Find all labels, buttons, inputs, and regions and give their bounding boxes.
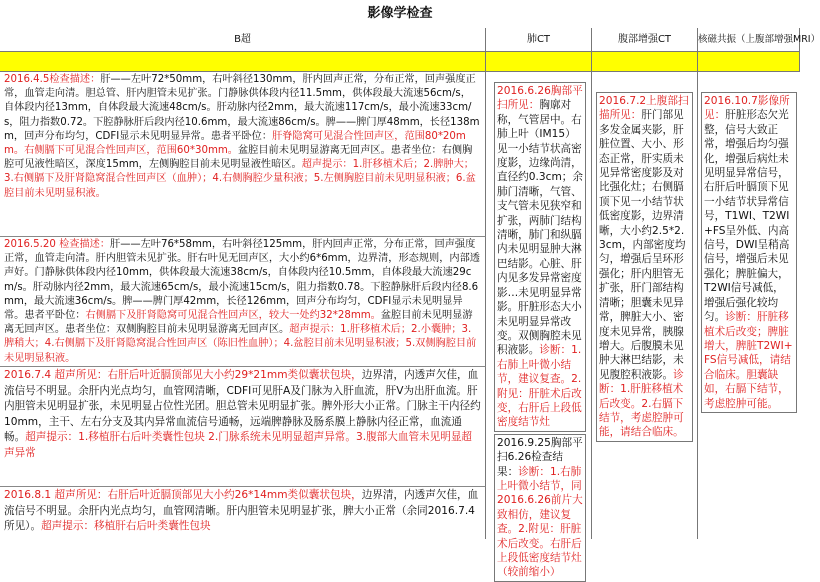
ct-date: 2016.6.26胸部平扫所见： [497,85,583,112]
entry-date: 2016.4.5检查描述： [4,74,101,85]
entry-findings-cont: 盆腔目前未见明显游离无回声区。患者坐位：双侧胸腔目前未见明显游离无回声区。 [4,310,473,336]
entry-key-finding: 肝脊隐窝可见混合性回声区，范围80*20mm。右侧膈下可见混合性回声区，范围60*30mm。 [4,130,466,157]
entry-findings: 肝——左叶72*50mm，右叶斜径130mm，肝内回声正常，分布正常，回声强度正常，血管走向清。胆总管、肝内胆管未见扩张。门静脉供体段内径11.5mm，供体段最大流速56cm/s，自体段内径13mm，自体段最大流速48cm/s。肝动脉内径2mm，最大流速117cm/s，最小流速33cm/s，阻力指数0.72。下腔静脉肝后段内径10.6mm，最大流速86cm/s。脾——脾门厚48mm，长径138mm，回声分布均匀，CDFI显示未见明显异常。患者平卧位： [4,74,480,142]
header-ultrasound[interactable]: B超 [0,28,486,52]
highlight-row-chest-ct [486,52,592,72]
abd-ct-report-2016-07-02 [596,92,693,442]
highlight-row-abd-ct [592,52,698,72]
abd-ct-date: 2016.7.2上腹部扫描所见： [599,95,689,122]
entry-impression: 超声提示：1.移植肝右后叶类囊性包块 2.门脉系统未见明显超声异常。3.腹部大血管未见明显超声异常 [4,431,473,459]
mri-findings: 肝脏形态欠光整，信号大致正常，增强后均匀强化，增强后病灶未见明显异常信号，右肝后叶膈顶下见一小结节状异常信号，T1WI、T2WI+FS呈外低、内高信号，DWI呈稍高信号，增强后未见强化；脾脏偏大，T2WI信号减低，增强后强化较均匀。 [704,109,790,324]
mri-impression: 诊断：肝脏移植术后改变；脾脏增大，脾脏T2WI+FS信号减低，请结合临床。胆囊缺如，右膈下结节，考虑腔肿可能。 [704,311,793,410]
chest-ct-cell[interactable] [486,72,592,579]
entry-date: 2016.5.20 检查描述： [4,239,111,250]
ultrasound-entry-2016-07-04[interactable] [0,367,486,487]
highlight-row-mri [698,52,800,72]
chest-ct-report-2016-09-25 [494,434,586,582]
ct-date: 2016.9.25胸部平扫6.26检查结果： [497,436,583,478]
ct-impression: 诊断：1.右肺上叶微小结节，建议复查。2.附见：肝脏术后改变，右肝后上段低密度结节灶 [497,344,582,429]
header-abdominal-ct[interactable]: 腹部增强CT [592,28,698,52]
chest-ct-report-2016-06-26 [494,82,586,432]
highlight-row-ultrasound [0,52,486,72]
sheet-title: 影像学检查 [0,0,800,29]
entry-impression: 超声提示：1.肝移植术后；2.脾肿大；3.右侧膈下及肝肾隐窝混合性回声区（血肿）；4.右侧胸腔少量积液；5.左侧胸腔目前未见明显积液；6.盆腔目前未见明显积液。 [4,159,476,199]
entry-findings: 肝——左叶76*58mm，右叶斜径125mm，肝内回声正常，分布正常，回声强度正常，血管走向清。肝内胆管未见扩张。肝右叶见无回声区，大小约6*6mm，边界清，形态规则，内部透声好。门静脉供体段内径10mm，供体段最大流速38cm/s，自体段内径10.5mm，自体段最大流速29cm/s。肝动脉内径2mm，最大流速65cm/s，最小流速15cm/s，阻力指数0.78。下腔静脉肝后段内径8.6mm，最大流速36cm/s。脾——脾门厚42mm，长径126mm，回声分布均匀，CDFI显示未见明显异常。患者平卧位： [4,239,480,322]
entry-key-finding: 右侧膈下及肝肾隐窝可见混合性回声区，较大一处约32*28mm。 [85,310,381,322]
ct-findings: 胸廓对称，气管居中。右肺上叶（IM15）见一小结节状高密度影，边缘尚清，直径约0.3cm；余肺门清晰，气管、支气管未见狭窄和扩张，两肺门结构清晰，肺门和纵膈内未见明显肿大淋巴结影。心脏、肝内见多发异常密度影…未见明显异常影。肝脏形态大小未见明显异常改变。双侧胸腔未见积液影。 [497,99,583,357]
abd-ct-impression: 诊断：1.肝脏移植术后改变。2.右膈下结节，考虑腔肿可能，请结合临床。 [599,368,684,439]
ultrasound-entry-2016-05-20[interactable] [0,237,486,367]
entry-impression: 超声提示：移植肝右后叶类囊性包块 [41,520,211,533]
mri-report-2016-10-07 [701,92,797,413]
abd-ct-findings: 肝门部见多发金属夹影，肝脏位置、大小、形态正常，肝实质未见异常密度影及对比强化灶；右侧膈顶下见一小结节状低密度影，边界清晰，大小约2.5*2.3cm，内部密度均匀，增强后呈环形强化；肝内胆管无扩张，肝门部结构清晰；胆囊未见异常，脾脏大小、密度未见异常，胰腺增大。后腹膜未见肿大淋巴结影，未见腹腔积液影。 [599,109,686,381]
entry-key-finding: 右肝后叶近膈顶部见大小约26*14mm类似囊状包块， [107,489,362,501]
header-mri[interactable]: 核磁共振（上腹部增强MRI） [698,28,800,52]
entry-date: 2016.7.4 超声所见： [4,369,108,381]
entry-impression: 超声提示：1.肝移植术后；2.小囊肿；3.脾稍大；4.右侧膈下及肝肾隐窝混合性回声区（陈旧性血肿）；4.盆腔目前未见明显积液；5.双侧胸腔目前未见明显积液。 [4,324,477,364]
entry-findings: 边界清，内透声欠佳，血流信号不明显。余肝内光点均匀，血管网清晰，CDFI可见肝A及门脉为入肝血流，肝V为出肝血流。肝内胆管未见明显扩张，未见明显占位性光团。胆总管未见明显扩张。脾外形大小正常。门脉主干内径约10mm，主干、左右分支及其内异常血流信号通畅，远端脾静脉及肠系膜上静脉内径正常，血流通畅。 [4,369,481,444]
ultrasound-entry-2016-08-01[interactable] [0,487,486,539]
entry-key-finding: 右肝后叶近膈顶部见大小约29*21mm类似囊状包块， [107,369,362,381]
entry-findings: 边界清，内透声欠佳，血流信号不明显。余肝内光点均匀，血管网清晰。肝内胆管未见明显扩张，脾大小正常（余同2016.7.4所见）。 [4,489,479,533]
ultrasound-entry-2016-04-05[interactable] [0,72,486,237]
abdominal-ct-cell[interactable] [592,72,698,539]
entry-findings-cont: 盆腔目前未见明显游离无回声区。患者坐位：右侧胸腔可见液性暗区，深度15mm，左侧胸腔目前未见明显液性暗区。 [4,145,473,171]
mri-cell[interactable] [698,72,800,539]
entry-date: 2016.8.1 超声所见： [4,489,108,501]
mri-date: 2016.10.7影像所见： [704,95,790,122]
header-chest-ct[interactable]: 肺CT [486,28,592,52]
ct-impression: 诊断：1.右肺上叶微小结节，同2016.6.26前片大致相仿，建议复查。2.附见：肝脏术后改变。右肝后上段低密度结节灶（较前缩小） [497,465,583,579]
